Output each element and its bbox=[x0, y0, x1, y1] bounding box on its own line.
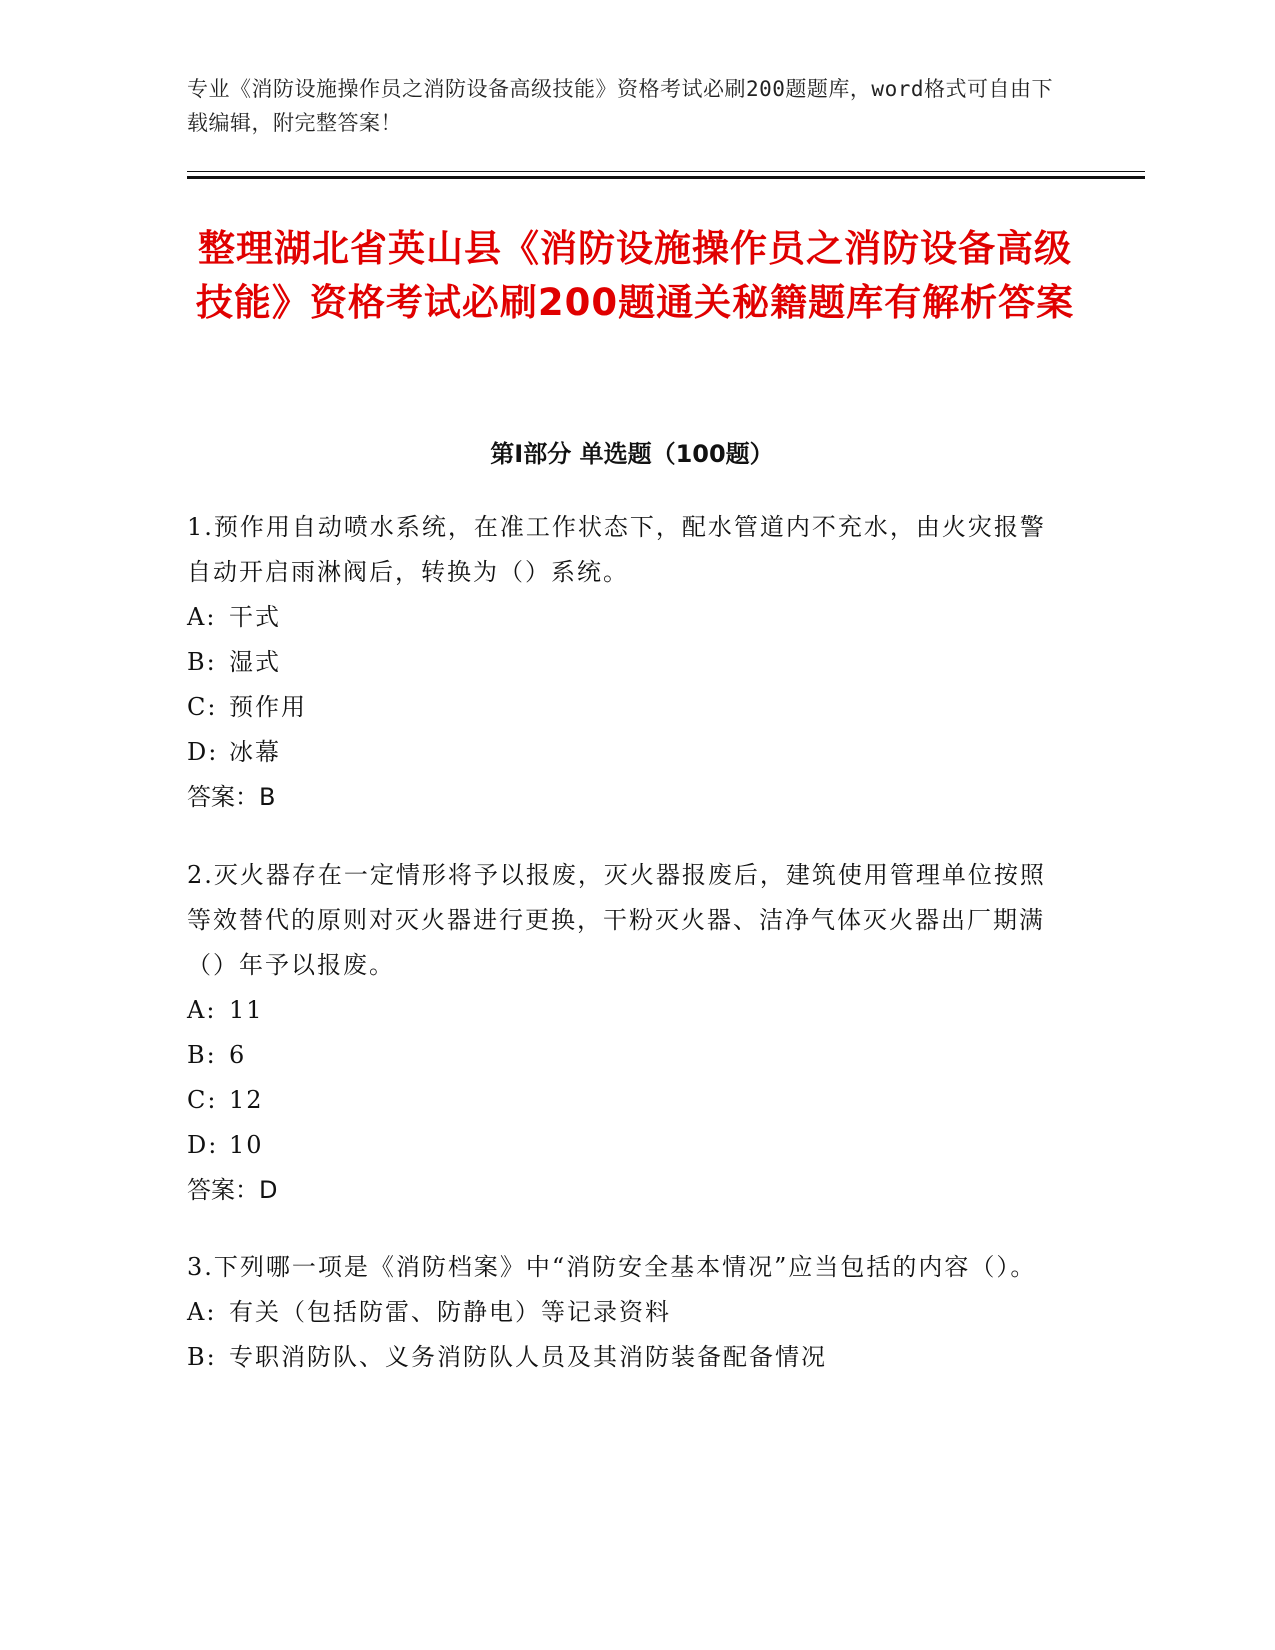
option-text: 冰幕 bbox=[229, 738, 281, 766]
question-1 bbox=[187, 505, 1067, 820]
option-text: 6 bbox=[229, 1041, 247, 1069]
option-d bbox=[187, 1123, 1067, 1168]
option-text: 预作用 bbox=[229, 693, 307, 721]
question-stem: 1.预作用自动喷水系统，在准工作状态下，配水管道内不充水，由火灾报警自动开启雨淋阀后，转换为（）系统。 bbox=[187, 513, 1046, 586]
document-title: 整理湖北省英山县《消防设施操作员之消防设备高级技能》资格考试必刷200题通关秘籍题库有解析答案 bbox=[195, 227, 1075, 324]
option-a bbox=[187, 988, 1067, 1033]
option-a bbox=[187, 595, 1067, 640]
header-rule-thick bbox=[187, 176, 1145, 179]
option-text: 11 bbox=[229, 996, 264, 1024]
option-b bbox=[187, 1335, 1067, 1380]
option-key: A: bbox=[187, 1298, 217, 1326]
question-3 bbox=[187, 1245, 1067, 1380]
option-a bbox=[187, 1290, 1067, 1335]
question-stem: 2.灭火器存在一定情形将予以报废，灭火器报废后，建筑使用管理单位按照等效替代的原则对灭火器进行更换，干粉灭火器、洁净气体灭火器出厂期满（）年予以报废。 bbox=[187, 861, 1046, 979]
option-text: 有关（包括防雷、防静电）等记录资料 bbox=[229, 1298, 671, 1326]
answer-label: 答案：D bbox=[187, 1176, 278, 1204]
option-key: B: bbox=[187, 1041, 217, 1069]
header-note: 专业《消防设施操作员之消防设备高级技能》资格考试必刷200题题库，word格式可自由下载编辑，附完整答案！ bbox=[187, 77, 1053, 135]
option-key: D: bbox=[187, 1131, 219, 1159]
option-key: A: bbox=[187, 996, 217, 1024]
section-heading: 第Ⅰ部分 单选题（100题） bbox=[490, 440, 774, 468]
option-text: 10 bbox=[229, 1131, 264, 1159]
option-key: C: bbox=[187, 1086, 218, 1114]
option-key: B: bbox=[187, 1343, 217, 1371]
option-text: 干式 bbox=[229, 603, 281, 631]
question-stem: 3.下列哪一项是《消防档案》中“消防安全基本情况”应当包括的内容（）。 bbox=[187, 1253, 1037, 1281]
option-text: 12 bbox=[229, 1086, 264, 1114]
option-c bbox=[187, 1078, 1067, 1123]
option-key: A: bbox=[187, 603, 217, 631]
option-c bbox=[187, 685, 1067, 730]
option-b bbox=[187, 640, 1067, 685]
option-text: 湿式 bbox=[229, 648, 281, 676]
header-rule-thin bbox=[187, 171, 1145, 172]
option-text: 专职消防队、义务消防队人员及其消防装备配备情况 bbox=[229, 1343, 827, 1371]
option-b bbox=[187, 1033, 1067, 1078]
option-key: D: bbox=[187, 738, 219, 766]
question-2 bbox=[187, 853, 1067, 1213]
option-key: B: bbox=[187, 648, 217, 676]
option-key: C: bbox=[187, 693, 218, 721]
answer-label: 答案：B bbox=[187, 783, 276, 811]
option-d bbox=[187, 730, 1067, 775]
